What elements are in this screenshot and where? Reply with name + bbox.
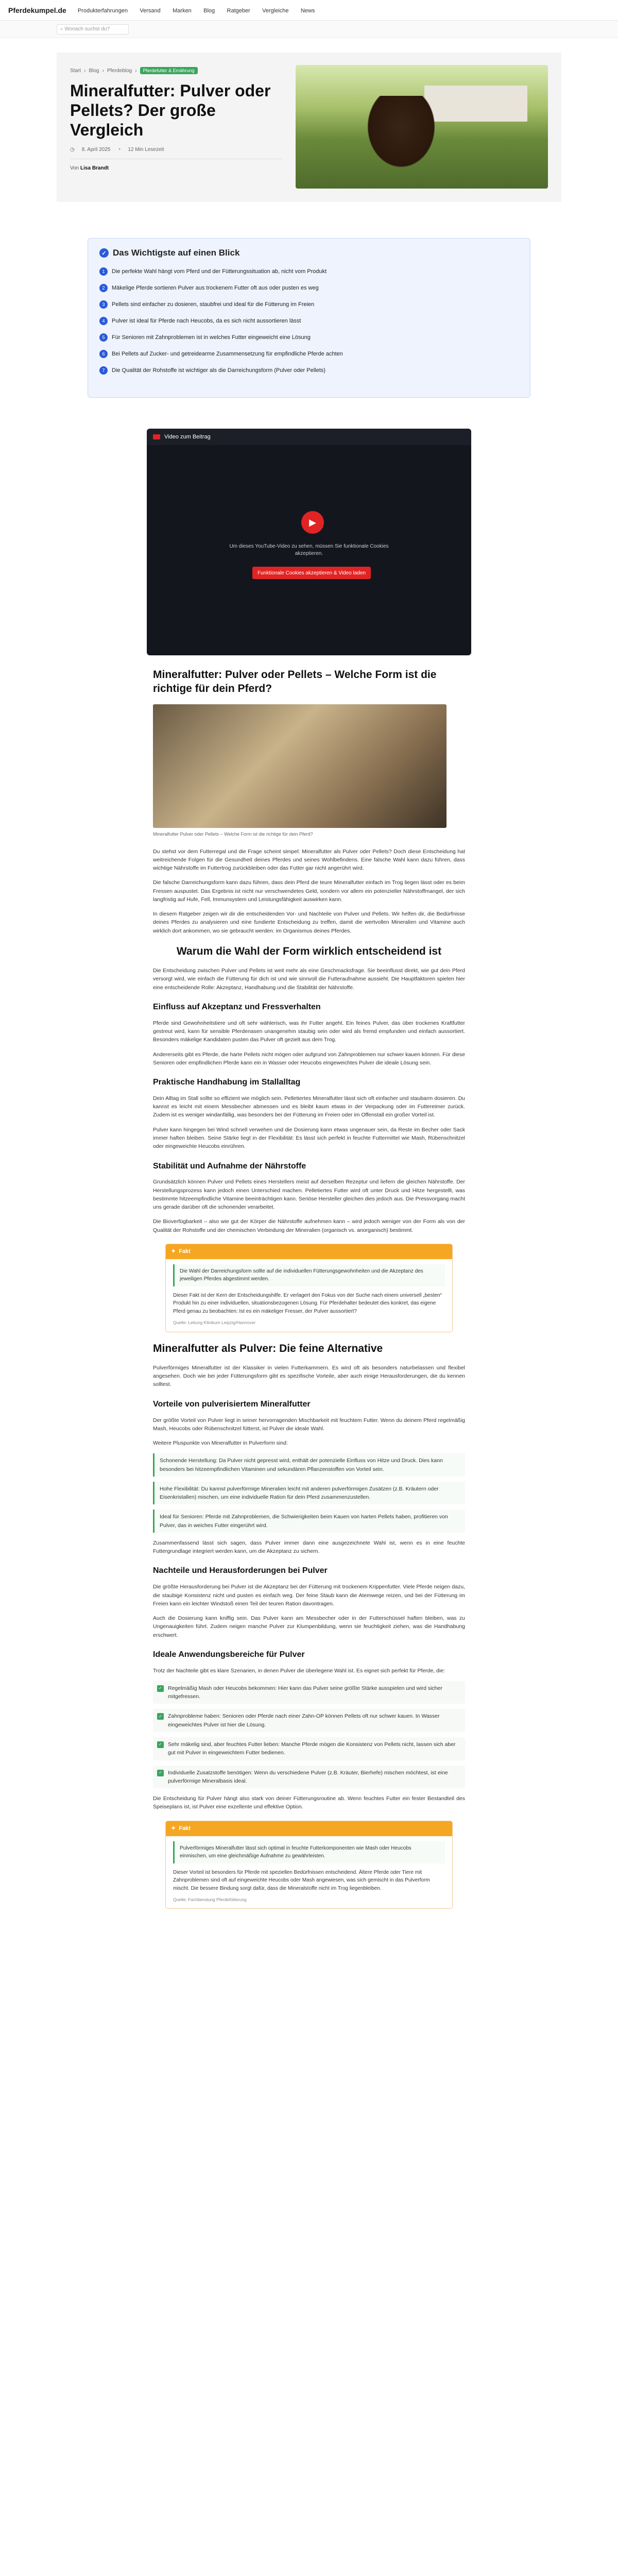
video-header (147, 429, 471, 445)
hero-image-horse (363, 96, 440, 173)
search-icon: ⌕ (60, 26, 65, 32)
nav-item[interactable]: Versand (140, 7, 161, 14)
hero-image (296, 65, 548, 189)
nav-item[interactable]: Marken (173, 7, 192, 14)
summary-item (99, 267, 519, 276)
check-icon: ✓ (99, 248, 109, 258)
list-item: Schonende Herstellung: Da Pulver nicht gepresst wird, enthält der potenzielle Einfluss von Hitze und Druck. Dies kann besonders bei hitzeempfindlichen Vitaminen und sekundären Pflanzenstoffen von Vorteil sein. (153, 1453, 465, 1477)
number-badge: 5 (99, 333, 108, 342)
breadcrumb-item[interactable]: Start (70, 67, 81, 74)
subsection-heading: Nachteile und Herausforderungen bei Pulver (153, 1566, 328, 1575)
summary-item (99, 317, 519, 325)
summary-item (99, 350, 519, 358)
number-badge: 4 (99, 317, 108, 325)
author-name[interactable]: Lisa Brandt (80, 165, 109, 172)
paragraph: Die Entscheidung zwischen Pulver und Pellets ist weit mehr als eine Geschmacksfrage. Sie beeinflusst direkt, wie gut dein Pferd versorgt wird, wie einfach die Fütterung für dich ist und wie sinnvoll die Futteraufnahme aussieht. Die Hauptfaktoren spielen hier eine entscheidende Rolle: Akzeptanz, Handhabung und die Stabilität der Nährstoffe. (153, 968, 465, 991)
reading-time: 12 Min Lesezeit (128, 147, 164, 153)
breadcrumb-item[interactable]: Blog (89, 67, 99, 74)
list-item (153, 1681, 465, 1704)
list-item (153, 1709, 465, 1732)
youtube-icon (153, 434, 160, 439)
summary-text: Pellets sind einfacher zu dosieren, staubfrei und ideal für die Fütterung im Freien (112, 301, 315, 308)
summary-box (88, 238, 530, 398)
list-item-text: Regelmäßig Mash oder Heucobs bekommen: Hier kann das Pulver seine größte Stärke ausspielen und wird sicher mitgefressen. (168, 1685, 442, 1700)
fact-title: Fakt (179, 1825, 191, 1832)
summary-text: Für Senioren mit Zahnproblemen ist in welches Futter eingeweicht eine Lösung (112, 334, 311, 341)
image-caption: Mineralfutter Pulver oder Pellets – Welche Form ist die richtige für dein Pferd? (153, 831, 313, 837)
checkbox-icon: ✓ (157, 1770, 164, 1776)
summary-item (99, 300, 519, 309)
lightbulb-icon: ✦ (171, 1248, 176, 1255)
checkbox-icon: ✓ (157, 1741, 164, 1748)
author-line (70, 165, 282, 171)
fact-text: Dieser Vorteil ist besonders für Pferde mit speziellen Bedürfnissen entscheidend. Ältere Pferde oder Tiere mit Zahnproblemen sind oft auf eingeweichte Heucobs oder Mash angewiesen, was sich gemischt in das Pulverform mischt. Die bessere Bindung sorgt dafür, dass die Mineralstoffe nicht im Trog liegenbleiben. (173, 1869, 430, 1891)
paragraph: Grundsätzlich können Pulver und Pellets eines Herstellers meist auf derselben Rezeptur und liefern die gleichen Nährstoffe. Der Herstellungsprozess kann jedoch einen Unterschied machen. Pelletiertes Futter wird oft unter Druck und Hitze hergestellt, was bestimmte hitzeempfindliche Vitamine beeinträchtigen kann. Seriöse Hersteller gleichen dies jedoch aus. Die Pressvorgang macht uns gerade darüber oft die schonender verarbeitet. (153, 1179, 465, 1211)
checkbox-icon: ✓ (157, 1685, 164, 1692)
list-item-text: Sehr mäkelig sind, aber feuchtes Futter lieben: Manche Pferde mögen die Konsistenz von Pellets nicht, lassen sich aber gut mit Pulver in eingeweichtem Futter bedienen. (168, 1741, 456, 1756)
video-embed (147, 429, 471, 655)
number-badge: 1 (99, 267, 108, 276)
search-placeholder: Wonach suchst du? (64, 26, 110, 32)
breadcrumb: Start › Blog › Pferdeblog › Pferdefutter & Ernährung (70, 67, 282, 74)
hero-image-house (424, 86, 527, 122)
summary-text: Bei Pellets auf Zucker- und getreidearme Zusammensetzung für empfindliche Pferde achten (112, 351, 343, 357)
fact-quote: Die Wahl der Darreichungsform sollte auf die individuellen Fütterungsgewohnheiten und die Akzeptanz des jeweiligen Pferdes abgestimmt werden. (173, 1264, 445, 1286)
paragraph: Die Entscheidung für Pulver hängt also stark von deiner Fütterungsroutine ab. Wenn feuchtes Futter ein fester Bestandteil des Speiseplans ist, ist Pulver eine exzellente und effektive Option. (153, 1795, 465, 1810)
top-navigation (0, 0, 618, 21)
list-item-text: Individuelle Zusatzstoffe benötigen: Wenn du verschiedene Pulver (z.B. Kräuter, Bierhefe) mischen möchtest, ist eine pulverförmige Mineralbasis ideal. (168, 1769, 448, 1784)
number-badge: 7 (99, 366, 108, 375)
paragraph: In diesem Ratgeber zeigen wir dir die entscheidenden Vor- und Nachteile von Pulver und Pellets. Wir helfen dir, die Bedürfnisse deines Pferdes zu analysieren und eine fundierte Entscheidung zu treffen, damit die wertvollen Mineralien und Vitamine auch wirklich dort ankommen, wo sie gebraucht werden: im Organismus deines Pferdes. (153, 911, 465, 934)
subsection-heading: Einfluss auf Akzeptanz und Fressverhalten (153, 1003, 321, 1012)
subsection-heading: Vorteile von pulverisiertem Mineralfutter (153, 1399, 311, 1409)
summary-text: Pulver ist ideal für Pferde nach Heucobs, da es sich nicht aussortieren lässt (112, 318, 301, 324)
paragraph: Du stehst vor dem Futterregal und die Frage scheint simpel: Mineralfutter als Pulver oder Pellets? Doch diese Entscheidung hat weitreichende Folgen für die Gesundheit deines Pferdes und seines Wohlbefindens. Eine falsche Wahl kann dazu führen, dass wichtige Nährstoffe im Futtertrog zurückbleiben oder das Futter gar nicht angerührt wird. (153, 848, 465, 872)
calendar-icon: ◷ (70, 147, 75, 153)
video-title: Video zum Beitrag (164, 434, 211, 440)
nav-item[interactable]: News (300, 7, 315, 14)
fact-box (165, 1821, 453, 1909)
paragraph: Andererseits gibt es Pferde, die harte Pellets nicht mögen oder aufgrund von Zahnproblemen nur schwer kauen können. Für diese Senioren oder empfindlichen Pferde kann ein in Wasser oder Heucobs eingeweichtes Pulver die ideale Lösung sein. (153, 1051, 465, 1066)
summary-title-text: Das Wichtigste auf einen Blick (113, 248, 240, 258)
paragraph: Die falsche Darreichungsform kann dazu führen, dass dein Pferd die teure Mineralfutter einfach im Trog liegen lässt oder es beim Fressen auspustet. Das Ergebnis ist nicht nur verschwendetes Geld, sondern vor allem ein potenzieller Nährstoffmangel, der sich langfristig auf Hufe, Fell, Immunsystem und Leistungsfähigkeit auswirken kann. (153, 879, 465, 903)
paragraph: Trotz der Nachteile gibt es klare Szenarien, in denen Pulver die überlegene Wahl ist. Es eignet sich perfekt für Pferde, die: (153, 1667, 445, 1674)
fact-header (166, 1821, 452, 1836)
paragraph: Auch die Dosierung kann kniffig sein. Das Pulver kann am Messbecher oder in der Futterschüssel haften bleiben, was zu Ungenauigkeiten führt. Zudem neigen manche Pulver zur Klumpenbildung, wenn sie feuchtigkeit ziehen, was die Handhabung erschwert. (153, 1615, 465, 1638)
subsection-heading: Stabilität und Aufnahme der Nährstoffe (153, 1161, 306, 1171)
list-item-text: Zahnprobleme haben: Senioren oder Pferde nach einer Zahn-OP können Pellets oft nur schwer kauen. In Wasser eingeweichtes Pulver ist hier die Lösung. (168, 1713, 440, 1728)
article-hero (57, 53, 561, 202)
summary-text: Die Qualität der Rohstoffe ist wichtiger als die Darreichungsform (Pulver oder Pellets) (112, 367, 325, 374)
nav-item[interactable]: Ratgeber (227, 7, 250, 14)
subsection-heading: Ideale Anwendungsbereiche für Pulver (153, 1650, 305, 1659)
paragraph: Dein Alltag im Stall sollte so effizient wie möglich sein. Pelletiertes Mineralfutter lässt sich oft einfacher und staubarm dosieren. Du kannst es leicht mit einem Messbecher abmessen und es bleibt kaum etwas in der Verpackung oder im Futtereimer zurück. Zudem ist es weniger windanfällig, was besonders bei der Fütterung im Freien oder im Offenstall ein großer Vorteil ist. (153, 1095, 465, 1118)
play-icon[interactable]: ▶ (301, 511, 324, 534)
article-image (153, 704, 447, 828)
category-tag[interactable]: Pferdefutter & Ernährung (140, 67, 198, 74)
fact-text: Dieser Fakt ist der Kern der Entscheidungshilfe. Er verlagert den Fokus von der Suche nach einem universell „besten“ Produkt hin zu einer individuellen, situationsbezogenen Lösung. Für Pferdehalter bedeutet dies konkret, das eigene Pferd genau zu beobachten: Ist es ein mäkeliger Fresser, der Pulver aussortiert? (173, 1292, 442, 1314)
paragraph: Der größte Vorteil von Pulver liegt in seiner hervorragenden Mischbarkeit mit feuchtem Futter. Wenn du deinem Pferd regelmäßig Mash, Heucobs oder Rübenschnitzel fütterst, ist Pulver die ideale Wahl. (153, 1417, 465, 1432)
search-bar (0, 21, 618, 38)
summary-title (99, 248, 519, 258)
fact-quote: Pulverförmiges Mineralfutter lässt sich optimal in feuchte Futterkomponenten wie Mash oder Heucobs einmischen, um eine gleichmäßige Aufnahme zu gewährleisten. (173, 1841, 445, 1863)
use-cases-list (153, 1681, 465, 1788)
fact-source[interactable]: Quelle: Fachberatung Pferdefütterung (173, 1897, 247, 1903)
clock-icon: ◔ (117, 147, 121, 153)
checkbox-icon: ✓ (157, 1713, 164, 1720)
list-item (153, 1766, 465, 1789)
accept-cookies-button[interactable]: Funktionale Cookies akzeptieren & Video laden (252, 567, 371, 579)
subsection-heading: Praktische Handhabung im Stallalltag (153, 1078, 301, 1087)
nav-item[interactable]: Vergleiche (262, 7, 289, 14)
article-meta (70, 147, 282, 152)
list-item (153, 1737, 465, 1760)
section-heading: Warum die Wahl der Form wirklich entscheidend ist (176, 945, 442, 957)
main-nav (78, 7, 325, 14)
fact-source[interactable]: Quelle: Leitung Klinikum Leipzig/Hannover (173, 1320, 256, 1326)
author-prefix: Von (70, 165, 79, 172)
paragraph: Weitere Pluspunkte von Mineralfutter in Pulverform sind: (153, 1440, 288, 1447)
cookie-notice: Um dieses YouTube-Video zu sehen, müssen Sie funktionale Cookies akzeptieren. (229, 544, 389, 556)
fact-title: Fakt (179, 1248, 191, 1255)
summary-text: Die perfekte Wahl hängt vom Pferd und der Fütterungssituation ab, nicht vom Produkt (112, 268, 327, 275)
section-heading: Mineralfutter als Pulver: Die feine Alternative (153, 1342, 383, 1354)
summary-text: Mäkelige Pferde sortieren Pulver aus trockenem Futter oft aus oder pusten es weg (112, 285, 319, 291)
nav-item[interactable]: Blog (203, 7, 215, 14)
summary-item (99, 333, 519, 342)
section-heading: Mineralfutter: Pulver oder Pellets – Welche Form ist die richtige für dein Pferd? (153, 669, 437, 695)
paragraph: Pferde sind Gewohnheitstiere und oft sehr wählerisch, was ihr Futter angeht. Ein feines Pulver, das über trockenes Kraftfutter gestreut wird, kann für sensible Pferdenasen unangenehm staubig sein oder wird als fremd empfunden und einfach aussortiert. Besonders mäkelige Kandidaten pusten das Pulver oft gezielt aus dem Trog. (153, 1020, 465, 1043)
search-input[interactable] (57, 24, 129, 35)
breadcrumb-item[interactable]: Pferdeblog (107, 67, 132, 74)
site-logo[interactable]: Pferdekumpel.de (8, 6, 66, 14)
summary-list (99, 267, 519, 375)
summary-item (99, 284, 519, 292)
publish-date: 8. April 2025 (81, 147, 111, 153)
paragraph: Die größte Herausforderung bei Pulver ist die Akzeptanz bei der Fütterung mit trockenem Krippenfutter. Viele Pferde neigen dazu, die staubige Konsistenz nicht und pusten es einfach weg. Der feine Staub kann die Atemwege reizen, und bei der Fütterung im Freien kann ein leichter Windstoß einen Teil der teuren Ration davontragen. (153, 1584, 465, 1607)
fact-header (166, 1244, 452, 1259)
number-badge: 3 (99, 300, 108, 309)
page-title: Mineralfutter: Pulver oder Pellets? Der große Vergleich (70, 81, 271, 139)
paragraph: Pulver kann hingegen bei Wind schnell verwehen und die Dosierung kann etwas ungenauer sein, da Reste im Becher oder Sack immer haften bleiben. Seine Stärke liegt in der Flexibilität: Es lässt sich perfekt in feuchte Futtermittel wie Mash, Rübenschnitzel oder eingeweichte Heucobs einrühren. (153, 1126, 465, 1150)
lightbulb-icon: ✦ (171, 1825, 176, 1832)
advantages-list (153, 1453, 465, 1533)
article-body (147, 668, 471, 1909)
number-badge: 2 (99, 284, 108, 292)
paragraph: Zusammenfassend lässt sich sagen, dass Pulver immer dann eine ausgezeichnete Wahl ist, wenn es in eine feuchte Futtergrundlage integriert werden kann, um die Akzeptanz zu sichern. (153, 1539, 465, 1555)
summary-item (99, 366, 519, 375)
number-badge: 6 (99, 350, 108, 358)
list-item: Hohe Flexibilität: Du kannst pulverförmige Mineralien leicht mit anderen pulverförmigen Zusätzen (z.B. Kräutern oder Eisenkristallen) mischen, um eine individuelle Ration für dein Pferd zusammenzustellen. (153, 1482, 465, 1505)
list-item: Ideal für Senioren: Pferde mit Zahnproblemen, die Schwierigkeiten beim Kauen von harten Pellets haben, profitieren von Pulver, das in weiches Futter eingerührt wird. (153, 1510, 465, 1533)
nav-item[interactable]: Produkterfahrungen (77, 7, 128, 14)
paragraph: Die Bioverfügbarkeit – also wie gut der Körper die Nährstoffe aufnehmen kann – wird jedoch weniger von der Form als von der Qualität der Rohstoffe und der chemischen Verbindung der Mineralien (organisch vs. anorganisch) bestimmt. (153, 1218, 465, 1233)
paragraph: Pulverförmiges Mineralfutter ist der Klassiker in vielen Futterkammern. Es wird oft als besonders naturbelassen und flexibel angesehen. Doch wie bei jeder Fütterungsform gibt es spezifische Vorteile, aber auch einige Herausforderungen, die du kennen solltest. (153, 1364, 465, 1388)
fact-box (165, 1244, 453, 1332)
